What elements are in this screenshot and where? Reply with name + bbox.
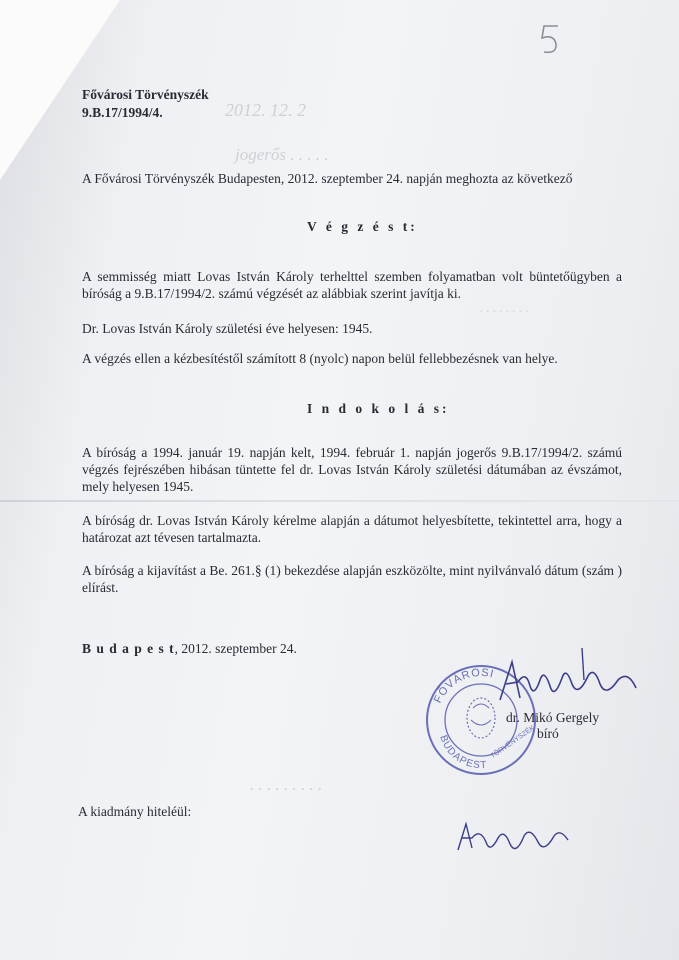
- stamp-side-text: TÖRVÉNYSZÉK: [489, 724, 537, 761]
- bleed-through-text: . . . . . . . . .: [250, 775, 323, 794]
- reasoning-paragraph: A bíróság dr. Lovas István Károly kérelme alapján a dátumot helyesbítette, tekintettel arra, hogy a határozat azt tévesen tartalmazta.: [82, 513, 622, 545]
- certification-label: A kiadmány hiteléül:: [78, 804, 192, 819]
- decision-paragraph: A végzés ellen a kézbesítéstől számított 8 (nyolc) napon belül fellebbezésnek van helye.: [82, 351, 558, 366]
- signatory-name: dr. Mikó Gergely: [506, 710, 600, 725]
- reasoning-heading: I n d o k o l á s:: [307, 401, 450, 416]
- intro-line: A Fővárosi Törvényszék Budapesten, 2012. szeptember 24. napján meghozta az következő: [82, 171, 573, 186]
- handwritten-page-number: [530, 20, 580, 60]
- place-and-date: [82, 640, 297, 657]
- svg-text:BUDAPEST: [437, 734, 487, 771]
- paper-fold-line: [0, 500, 679, 502]
- reasoning-paragraph: A bíróság a kijavítást a Be. 261.§ (1) bekezdése alapján eszközölte, mint nyilvánvaló dátum (szám ) elírást.: [82, 563, 622, 595]
- court-name: Fővárosi Törvényszék: [82, 87, 209, 102]
- reasoning-paragraph: A bíróság a 1994. január 19. napján kelt, 1994. február 1. napján jogerős 9.B.17/1994/2. számú végzés fejrészében hibásan tüntette fel dr. Lovas István Károly születési dátumában az évszámot, mely helyesen 1945.: [82, 445, 622, 494]
- decision-paragraph: Dr. Lovas István Károly születési éve helyesen: 1945.: [82, 321, 373, 336]
- decision-paragraph: A semmisség miatt Lovas István Károly terhelttel szemben folyamatban volt büntetőügyben a bíróság a 9.B.17/1994/2. számú végzését az alábbiak szerint javítja ki.: [82, 269, 622, 301]
- place-city: B u d a p e s t: [82, 641, 175, 656]
- bleed-through-text: . . . . . . . .: [480, 300, 529, 315]
- signatory-title: bíró: [537, 726, 559, 741]
- case-number: 9.B.17/1994/4.: [82, 105, 163, 120]
- stamp-top-text: FŐVÁROSI: [431, 666, 496, 706]
- stamp-bottom-text: BUDAPEST: [437, 733, 488, 772]
- decision-heading: V é g z é s t:: [307, 219, 418, 234]
- judge-signature: [480, 640, 650, 720]
- date-text: , 2012. szeptember 24.: [174, 641, 297, 656]
- bleed-through-text: 2012. 12. 2: [225, 100, 306, 120]
- bleed-through-text: jogerős . . . . .: [235, 145, 329, 164]
- clerk-signature: [450, 810, 580, 870]
